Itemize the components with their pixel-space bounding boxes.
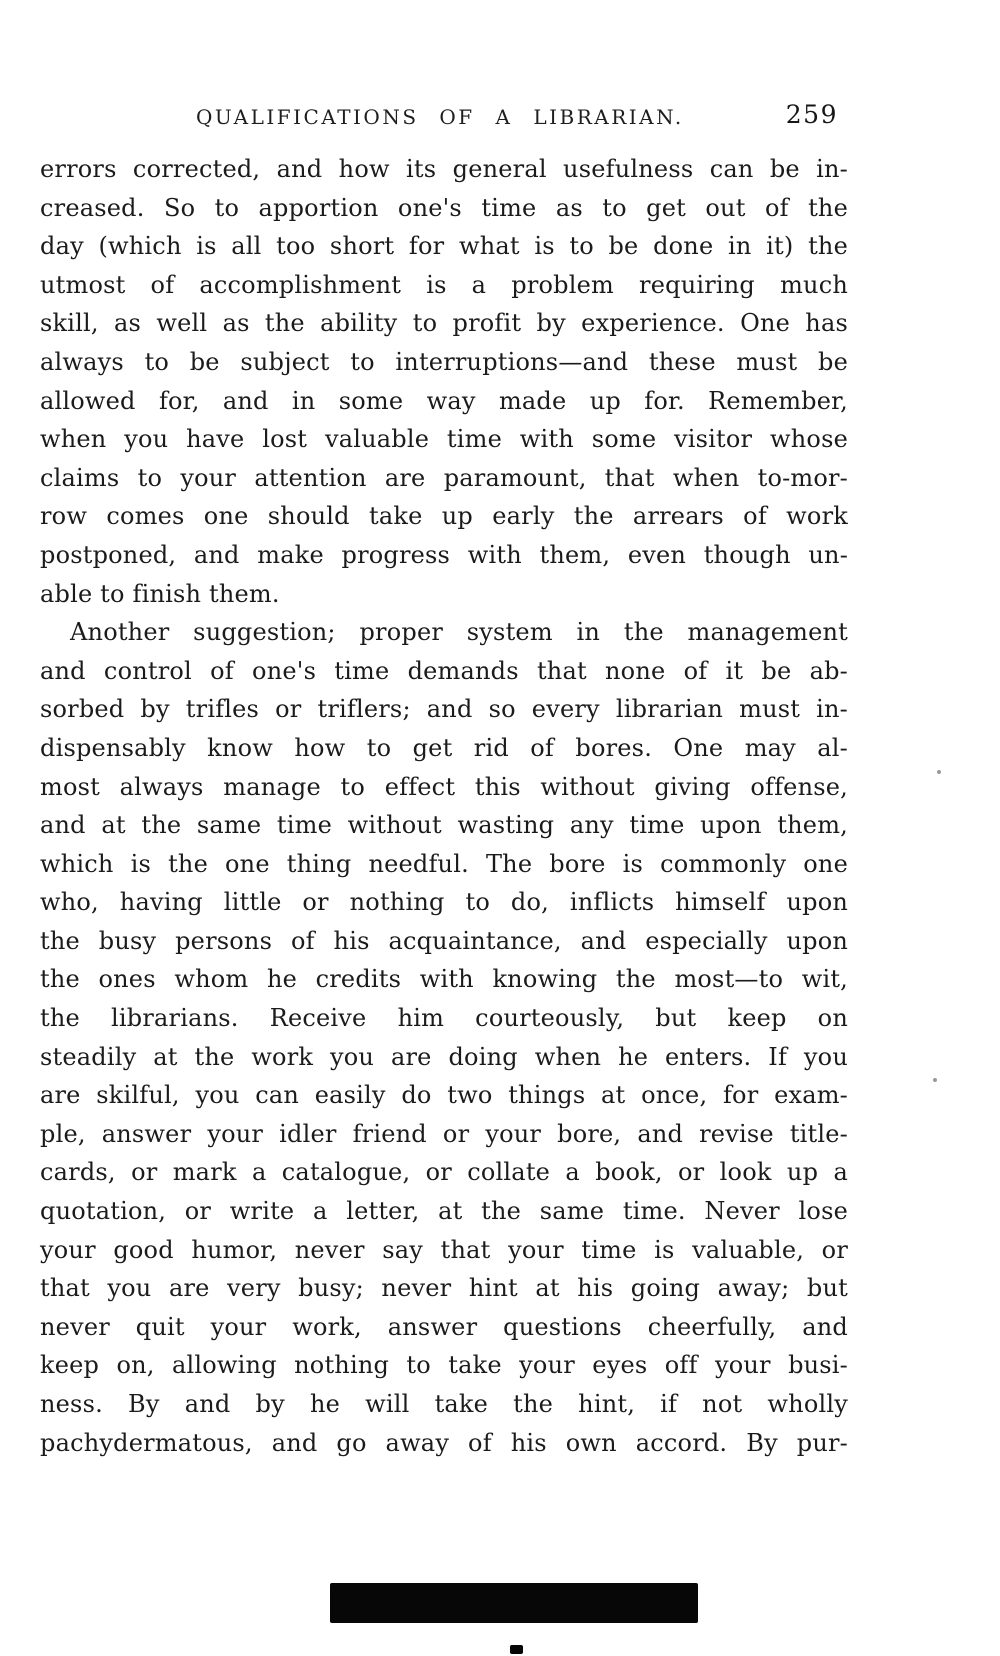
text-line: your good humor, never say that your time is valuable, or bbox=[40, 1235, 848, 1264]
text-line: are skilful, you can easily do two things at once, for exam- bbox=[40, 1081, 848, 1110]
text-line: utmost of accomplishment is a problem requiring much bbox=[40, 270, 848, 299]
text-line: who, having little or nothing to do, inflicts himself upon bbox=[40, 888, 848, 917]
text-line: dispensably know how to get rid of bores. One may al- bbox=[40, 733, 848, 762]
text-line: the librarians. Receive him courteously, but keep on bbox=[40, 1004, 848, 1033]
text-line: Another suggestion; proper system in the management bbox=[70, 618, 848, 647]
scan-artifact-bar bbox=[330, 1583, 698, 1623]
page-header bbox=[40, 100, 848, 134]
scan-artifact-mark bbox=[510, 1645, 523, 1654]
text-line: pachydermatous, and go away of his own accord. By pur- bbox=[40, 1428, 848, 1457]
text-line: cards, or mark a catalogue, or collate a book, or look up a bbox=[40, 1158, 848, 1187]
text-line: ness. By and by he will take the hint, if not wholly bbox=[40, 1390, 848, 1418]
text-line: quotation, or write a letter, at the same time. Never lose bbox=[40, 1197, 848, 1226]
scan-speck bbox=[937, 770, 941, 774]
text-line: steadily at the work you are doing when he enters. If you bbox=[40, 1042, 848, 1071]
page-number: 259 bbox=[785, 100, 838, 129]
text-line: never quit your work, answer questions cheerfully, and bbox=[40, 1312, 848, 1341]
text-line: that you are very busy; never hint at his going away; but bbox=[40, 1274, 848, 1303]
text-line: postponed, and make progress with them, even though un- bbox=[40, 540, 848, 569]
text-line: and control of one's time demands that none of it be ab- bbox=[40, 656, 848, 685]
body-text bbox=[40, 150, 848, 1462]
text-line: the busy persons of his acquaintance, and especially upon bbox=[40, 926, 848, 955]
text-line: and at the same time without wasting any time upon them, bbox=[40, 811, 848, 840]
text-line: allowed for, and in some way made up for. Remember, bbox=[40, 386, 848, 415]
text-line: row comes one should take up early the arrears of work bbox=[40, 502, 848, 531]
text-line: day (which is all too short for what is to be done in it) the bbox=[40, 232, 848, 261]
text-line: when you have lost valuable time with some visitor whose bbox=[40, 425, 848, 454]
text-line: creased. So to apportion one's time as to get out of the bbox=[40, 193, 848, 222]
text-line: keep on, allowing nothing to take your eyes off your busi- bbox=[40, 1351, 848, 1380]
text-line: able to finish them. bbox=[40, 579, 280, 608]
scan-speck bbox=[933, 1078, 937, 1082]
text-line: most always manage to effect this without giving offense, bbox=[40, 772, 848, 801]
text-line: errors corrected, and how its general usefulness can be in- bbox=[40, 155, 848, 183]
text-line: claims to your attention are paramount, that when to-mor- bbox=[40, 463, 848, 492]
text-line: ple, answer your idler friend or your bore, and revise title- bbox=[40, 1119, 848, 1148]
text-line: the ones whom he credits with knowing the most—to wit, bbox=[40, 965, 848, 994]
text-line: skill, as well as the ability to profit by experience. One has bbox=[40, 309, 848, 338]
text-line: always to be subject to interruptions—and these must be bbox=[40, 347, 848, 376]
running-head-title: QUALIFICATIONS OF A LIBRARIAN. bbox=[196, 105, 684, 129]
text-line: which is the one thing needful. The bore is commonly one bbox=[40, 849, 848, 878]
text-line: sorbed by trifles or triflers; and so every librarian must in- bbox=[40, 695, 848, 724]
